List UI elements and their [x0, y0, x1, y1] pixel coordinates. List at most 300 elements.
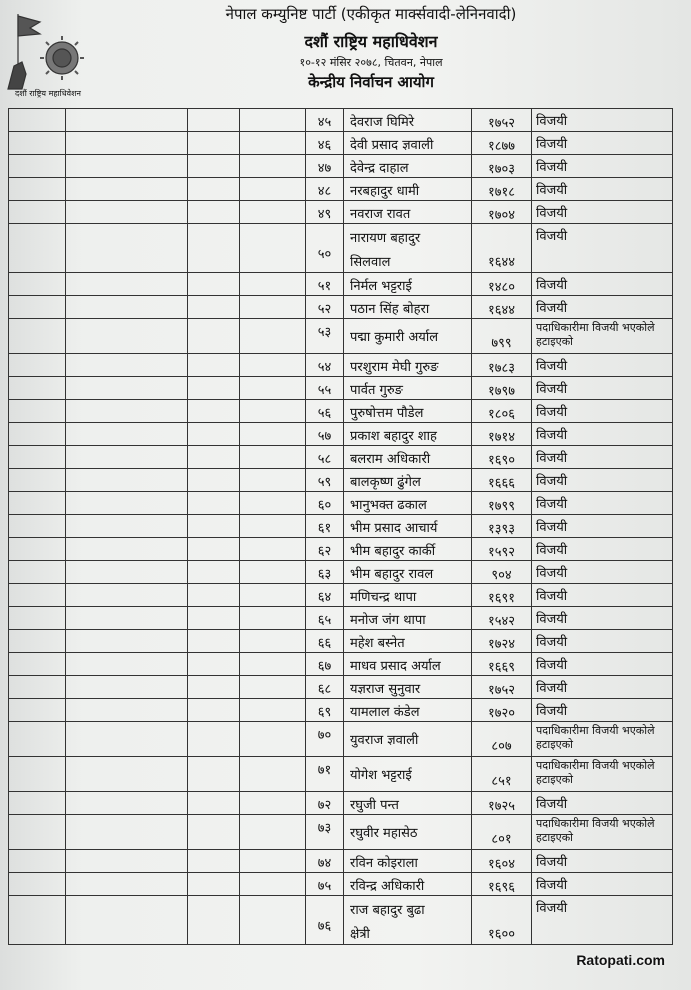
empty-cell — [240, 423, 306, 445]
empty-cell — [188, 699, 240, 721]
result-text: विजयी — [536, 797, 568, 812]
empty-cell — [240, 109, 306, 131]
table-row — [8, 400, 673, 423]
result-cell — [532, 896, 673, 944]
empty-cell — [240, 584, 306, 606]
empty-cell — [188, 815, 240, 849]
serial-number: ५७ — [317, 429, 332, 444]
serial-cell — [306, 155, 344, 177]
serial-cell — [306, 446, 344, 468]
table-row — [8, 515, 673, 538]
votes-cell — [472, 561, 532, 583]
votes-cell — [472, 178, 532, 200]
empty-cell — [8, 607, 66, 629]
table-row — [8, 155, 673, 178]
table-row — [8, 538, 673, 561]
votes-cell — [472, 722, 532, 756]
table-row — [8, 607, 673, 630]
serial-number: ४५ — [317, 115, 332, 130]
result-cell — [532, 400, 673, 422]
empty-cell — [66, 815, 188, 849]
result-text: विजयी — [536, 566, 568, 581]
name-cell — [344, 423, 472, 445]
empty-cell — [240, 722, 306, 756]
serial-cell — [306, 354, 344, 376]
votes-cell — [472, 896, 532, 944]
result-cell — [532, 492, 673, 514]
name-cell — [344, 400, 472, 422]
result-cell — [532, 584, 673, 606]
vote-count: १७९९ — [487, 499, 516, 514]
votes-cell — [472, 469, 532, 491]
votes-cell — [472, 273, 532, 295]
empty-cell — [66, 132, 188, 154]
votes-cell — [472, 538, 532, 560]
serial-cell — [306, 224, 344, 272]
empty-cell — [240, 155, 306, 177]
serial-number: ५२ — [317, 302, 332, 317]
result-text: विजयी — [536, 278, 568, 293]
vote-count: १७९७ — [487, 384, 516, 399]
votes-cell — [472, 155, 532, 177]
table-row — [8, 108, 673, 132]
empty-cell — [188, 377, 240, 399]
result-text: विजयी — [536, 635, 568, 650]
empty-cell — [188, 224, 240, 272]
votes-cell — [472, 109, 532, 131]
empty-cell — [66, 561, 188, 583]
empty-cell — [188, 561, 240, 583]
serial-number: ५४ — [317, 360, 332, 375]
result-cell — [532, 354, 673, 376]
candidate-name: पद्मा कुमारी अर्याल — [350, 330, 439, 345]
candidate-name: भीम बहादुर कार्की — [350, 544, 436, 559]
serial-number: ६९ — [317, 705, 332, 720]
votes-cell — [472, 132, 532, 154]
result-cell — [532, 757, 673, 791]
name-cell — [344, 676, 472, 698]
serial-cell — [306, 676, 344, 698]
serial-number: ५५ — [317, 383, 332, 398]
empty-cell — [8, 850, 66, 872]
empty-cell — [240, 515, 306, 537]
empty-cell — [66, 850, 188, 872]
result-text: विजयी — [536, 520, 568, 535]
serial-cell — [306, 492, 344, 514]
serial-cell — [306, 400, 344, 422]
empty-cell — [188, 584, 240, 606]
result-cell — [532, 792, 673, 814]
empty-cell — [8, 273, 66, 295]
empty-cell — [240, 850, 306, 872]
result-text: विजयी — [536, 878, 568, 893]
empty-cell — [8, 699, 66, 721]
serial-cell — [306, 792, 344, 814]
candidate-name: पार्वत गुरुङ — [350, 383, 403, 398]
candidate-name: रविन्द्र अधिकारी — [350, 879, 425, 894]
empty-cell — [188, 607, 240, 629]
table-row — [8, 224, 673, 273]
serial-cell — [306, 201, 344, 223]
vote-count: १६९० — [487, 453, 516, 468]
result-cell — [532, 561, 673, 583]
result-text: पदाधिकारीमा विजयी भएकोले हटाइएको — [536, 817, 655, 844]
name-cell — [344, 132, 472, 154]
result-cell — [532, 722, 673, 756]
results-table — [8, 108, 673, 945]
table-row — [8, 722, 673, 757]
serial-cell — [306, 561, 344, 583]
table-row — [8, 873, 673, 896]
empty-cell — [66, 178, 188, 200]
result-text: विजयी — [536, 229, 568, 244]
empty-cell — [8, 155, 66, 177]
name-cell — [344, 469, 472, 491]
empty-cell — [188, 201, 240, 223]
empty-cell — [188, 354, 240, 376]
table-row — [8, 896, 673, 945]
candidate-name: रविन कोइराला — [350, 856, 418, 871]
empty-cell — [240, 201, 306, 223]
convention-date-place: १०-१२ मंसिर २०७८, चितवन, नेपाल — [299, 56, 443, 69]
vote-count: १५९२ — [487, 545, 516, 560]
empty-cell — [188, 155, 240, 177]
candidate-name: नारायण बहादुर — [350, 231, 421, 246]
result-cell — [532, 178, 673, 200]
votes-cell — [472, 354, 532, 376]
name-cell — [344, 873, 472, 895]
table-row — [8, 354, 673, 377]
name-cell — [344, 607, 472, 629]
votes-cell — [472, 676, 532, 698]
votes-cell — [472, 446, 532, 468]
table-row — [8, 584, 673, 607]
serial-number: ६४ — [317, 590, 332, 605]
vote-count: १३९३ — [487, 522, 516, 537]
candidate-name: प्रकाश बहादुर शाह — [350, 429, 437, 444]
empty-cell — [240, 377, 306, 399]
name-cell — [344, 653, 472, 675]
empty-cell — [240, 469, 306, 491]
candidate-name: देवी प्रसाद ज्ञवाली — [350, 138, 434, 153]
serial-number: ७३ — [317, 821, 332, 836]
empty-cell — [188, 319, 240, 353]
empty-cell — [240, 273, 306, 295]
table-row — [8, 492, 673, 515]
name-cell — [344, 561, 472, 583]
convention-title: दशौं राष्ट्रिय महाधिवेशन — [304, 32, 438, 51]
serial-number: ६१ — [317, 521, 332, 536]
empty-cell — [240, 132, 306, 154]
empty-cell — [66, 109, 188, 131]
empty-cell — [240, 699, 306, 721]
serial-cell — [306, 607, 344, 629]
result-cell — [532, 132, 673, 154]
empty-cell — [188, 446, 240, 468]
serial-number: ५६ — [317, 406, 332, 421]
empty-cell — [188, 653, 240, 675]
empty-cell — [8, 400, 66, 422]
empty-cell — [8, 201, 66, 223]
name-cell — [344, 515, 472, 537]
votes-cell — [472, 224, 532, 272]
result-text: विजयी — [536, 681, 568, 696]
name-cell — [344, 492, 472, 514]
votes-cell — [472, 757, 532, 791]
serial-number: ५८ — [317, 452, 332, 467]
serial-cell — [306, 423, 344, 445]
name-cell — [344, 273, 472, 295]
name-cell — [344, 538, 472, 560]
candidate-name: नवराज रावत — [350, 207, 411, 222]
empty-cell — [8, 722, 66, 756]
serial-cell — [306, 273, 344, 295]
vote-count: १६४४ — [487, 255, 516, 270]
empty-cell — [8, 446, 66, 468]
vote-count: १८०६ — [487, 407, 516, 422]
candidate-name: मणिचन्द्र थापा — [350, 590, 417, 605]
empty-cell — [8, 319, 66, 353]
candidate-name: नरबहादुर धामी — [350, 184, 420, 199]
result-text: विजयी — [536, 183, 568, 198]
empty-cell — [8, 873, 66, 895]
candidate-name: पुरुषोत्तम पौडेल — [350, 406, 424, 421]
candidate-name-line2: सिलवाल — [350, 255, 391, 270]
name-cell — [344, 630, 472, 652]
empty-cell — [66, 224, 188, 272]
serial-cell — [306, 178, 344, 200]
result-cell — [532, 296, 673, 318]
candidate-name: मनोज जंग थापा — [350, 613, 426, 628]
empty-cell — [66, 630, 188, 652]
result-cell — [532, 423, 673, 445]
result-cell — [532, 850, 673, 872]
empty-cell — [66, 354, 188, 376]
party-name: नेपाल कम्युनिष्ट पार्टी (एकीकृत मार्क्सवादी-लेनिनवादी) — [225, 5, 517, 23]
serial-number: ७० — [317, 728, 332, 743]
result-text: पदाधिकारीमा विजयी भएकोले हटाइएको — [536, 724, 655, 751]
empty-cell — [8, 423, 66, 445]
serial-cell — [306, 584, 344, 606]
serial-number: ७२ — [317, 798, 332, 813]
serial-number: ७६ — [317, 919, 332, 934]
serial-number: ७१ — [317, 763, 332, 778]
vote-count: १६४४ — [487, 303, 516, 318]
vote-count: १४८० — [487, 280, 516, 295]
table-row — [8, 561, 673, 584]
candidate-name: बालकृष्ण ढुंगेल — [350, 475, 421, 490]
votes-cell — [472, 873, 532, 895]
empty-cell — [240, 538, 306, 560]
name-cell — [344, 722, 472, 756]
vote-count: १६०० — [487, 927, 516, 942]
name-cell — [344, 155, 472, 177]
result-cell — [532, 653, 673, 675]
empty-cell — [8, 815, 66, 849]
candidate-name: देवेन्द्र दाहाल — [350, 161, 409, 176]
candidate-name: राज बहादुर बुढा — [350, 903, 425, 918]
serial-number: ५१ — [317, 279, 332, 294]
table-row — [8, 469, 673, 492]
candidate-name: यामलाल कंडेल — [350, 705, 420, 720]
empty-cell — [188, 132, 240, 154]
result-cell — [532, 538, 673, 560]
empty-cell — [188, 273, 240, 295]
candidate-name: योगेश भट्टराई — [350, 768, 412, 783]
empty-cell — [188, 630, 240, 652]
serial-cell — [306, 538, 344, 560]
empty-cell — [66, 469, 188, 491]
name-cell — [344, 792, 472, 814]
empty-cell — [66, 653, 188, 675]
empty-cell — [240, 896, 306, 944]
vote-count: ८०१ — [491, 832, 512, 847]
serial-number: ६० — [317, 498, 332, 513]
serial-cell — [306, 722, 344, 756]
candidate-name: पठान सिंह बोहरा — [350, 302, 430, 317]
vote-count: १७२० — [487, 706, 516, 721]
empty-cell — [188, 722, 240, 756]
empty-cell — [8, 132, 66, 154]
candidate-name: निर्मल भट्टराई — [350, 279, 412, 294]
empty-cell — [66, 722, 188, 756]
name-cell — [344, 178, 472, 200]
table-row — [8, 273, 673, 296]
empty-cell — [66, 423, 188, 445]
candidate-name: परशुराम मेघी गुरुङ — [350, 360, 439, 375]
vote-count: १८७७ — [487, 139, 516, 154]
empty-cell — [240, 653, 306, 675]
watermark: Ratopati.com — [576, 952, 665, 968]
vote-count: १७१४ — [487, 430, 516, 445]
empty-cell — [188, 896, 240, 944]
result-text: विजयी — [536, 359, 568, 374]
votes-cell — [472, 492, 532, 514]
result-text: विजयी — [536, 855, 568, 870]
table-row — [8, 653, 673, 676]
table-row — [8, 377, 673, 400]
serial-number: ६२ — [317, 544, 332, 559]
empty-cell — [66, 515, 188, 537]
empty-cell — [8, 492, 66, 514]
serial-cell — [306, 699, 344, 721]
vote-count: १७१८ — [487, 185, 516, 200]
serial-cell — [306, 815, 344, 849]
vote-count: १७५२ — [487, 116, 516, 131]
vote-count: ७९९ — [491, 336, 512, 351]
serial-cell — [306, 469, 344, 491]
result-cell — [532, 224, 673, 272]
name-cell — [344, 815, 472, 849]
candidate-name-line2: क्षेत्री — [350, 927, 370, 942]
empty-cell — [188, 850, 240, 872]
name-cell — [344, 319, 472, 353]
empty-cell — [8, 792, 66, 814]
serial-cell — [306, 873, 344, 895]
logo-caption: दशौं राष्ट्रिय महाधिवेशन — [15, 89, 81, 98]
serial-number: ६५ — [317, 613, 332, 628]
empty-cell — [240, 354, 306, 376]
table-row — [8, 792, 673, 815]
serial-number: ५० — [317, 247, 332, 262]
result-cell — [532, 109, 673, 131]
candidate-name: माधव प्रसाद अर्याल — [350, 659, 441, 674]
serial-number: ४७ — [317, 161, 332, 176]
serial-number: ४९ — [317, 207, 332, 222]
empty-cell — [66, 538, 188, 560]
table-row — [8, 850, 673, 873]
vote-count: १७५२ — [487, 683, 516, 698]
empty-cell — [66, 273, 188, 295]
serial-cell — [306, 377, 344, 399]
empty-cell — [66, 699, 188, 721]
empty-cell — [66, 896, 188, 944]
name-cell — [344, 757, 472, 791]
name-cell — [344, 896, 472, 944]
empty-cell — [8, 109, 66, 131]
empty-cell — [66, 319, 188, 353]
empty-cell — [240, 178, 306, 200]
empty-cell — [66, 873, 188, 895]
table-row — [8, 296, 673, 319]
serial-cell — [306, 296, 344, 318]
empty-cell — [8, 561, 66, 583]
serial-cell — [306, 653, 344, 675]
table-row — [8, 132, 673, 155]
result-text: विजयी — [536, 206, 568, 221]
result-text: विजयी — [536, 301, 568, 316]
serial-number: ६८ — [317, 682, 332, 697]
result-cell — [532, 815, 673, 849]
result-text: पदाधिकारीमा विजयी भएकोले हटाइएको — [536, 759, 655, 786]
empty-cell — [188, 757, 240, 791]
vote-count: ९०४ — [491, 568, 512, 583]
empty-cell — [66, 377, 188, 399]
empty-cell — [240, 296, 306, 318]
result-cell — [532, 377, 673, 399]
empty-cell — [188, 296, 240, 318]
empty-cell — [66, 584, 188, 606]
votes-cell — [472, 630, 532, 652]
result-cell — [532, 201, 673, 223]
result-text: विजयी — [536, 497, 568, 512]
empty-cell — [66, 492, 188, 514]
serial-cell — [306, 896, 344, 944]
empty-cell — [8, 676, 66, 698]
result-text: विजयी — [536, 405, 568, 420]
vote-count: १७०३ — [487, 162, 516, 177]
empty-cell — [66, 296, 188, 318]
empty-cell — [188, 469, 240, 491]
empty-cell — [240, 792, 306, 814]
vote-count: १७८३ — [487, 361, 516, 376]
votes-cell — [472, 296, 532, 318]
empty-cell — [66, 607, 188, 629]
result-text: विजयी — [536, 474, 568, 489]
table-row — [8, 319, 673, 354]
result-text: विजयी — [536, 589, 568, 604]
empty-cell — [240, 446, 306, 468]
empty-cell — [188, 515, 240, 537]
empty-cell — [240, 319, 306, 353]
vote-count: १६९१ — [487, 591, 516, 606]
serial-cell — [306, 515, 344, 537]
candidate-name: युवराज ज्ञवाली — [350, 733, 419, 748]
empty-cell — [8, 538, 66, 560]
votes-cell — [472, 377, 532, 399]
result-cell — [532, 676, 673, 698]
empty-cell — [240, 873, 306, 895]
